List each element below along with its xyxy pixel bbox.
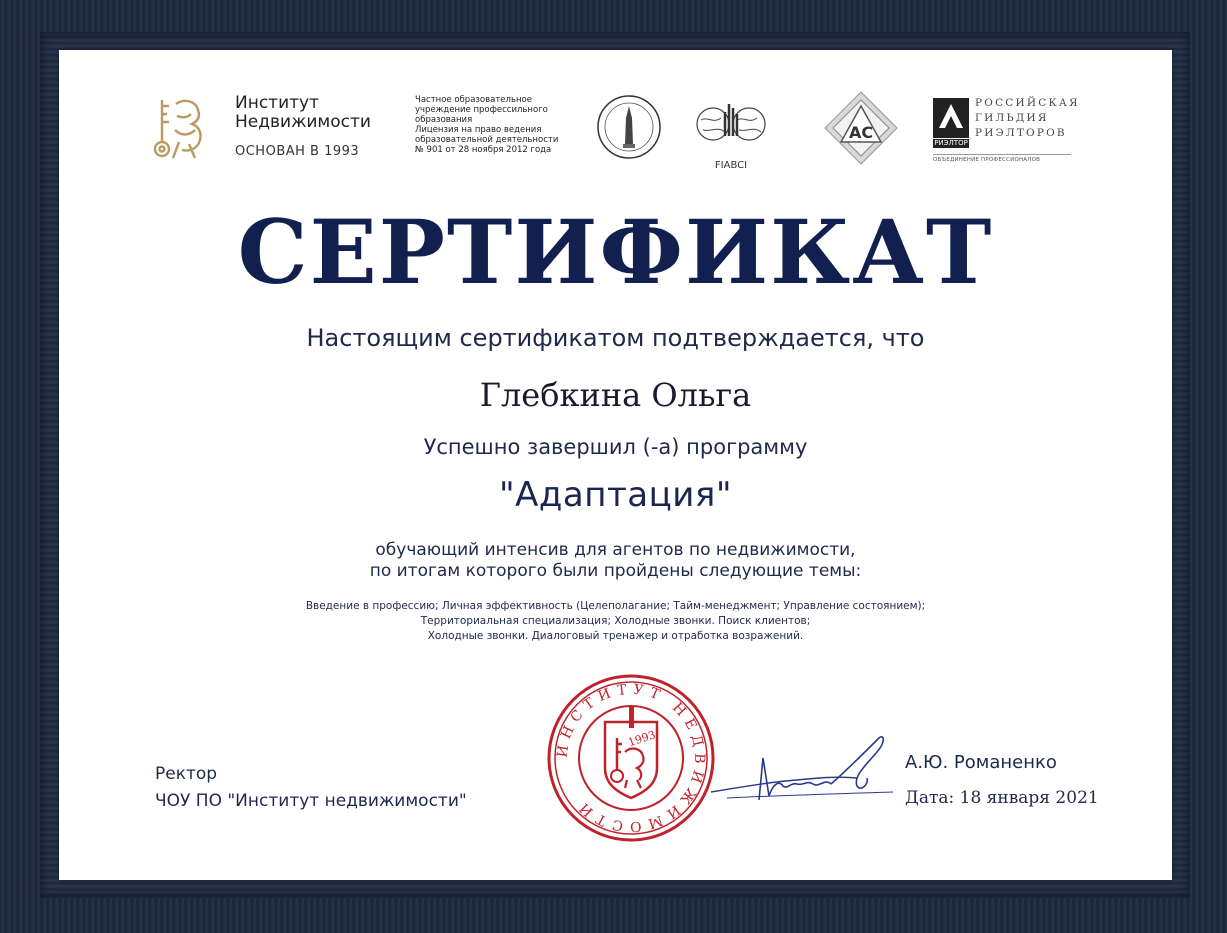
confirm-text: Настоящим сертификатом подтверждается, что xyxy=(306,324,925,352)
license-text xyxy=(415,95,585,155)
recipient-name: Глебкина Ольга xyxy=(479,376,752,414)
completed-text: Успешно завершил (-а) программу xyxy=(423,435,808,459)
institute-logo-icon xyxy=(149,94,211,162)
intensive-description xyxy=(59,540,1172,582)
brand-founded: ОСНОВАН В 1993 xyxy=(235,144,360,159)
brand-line-2: Недвижимости xyxy=(235,112,371,132)
rector-org: ЧОУ ПО "Институт недвижимости" xyxy=(155,791,467,811)
program-name: "Адаптация" xyxy=(499,475,732,515)
tower-seal-icon xyxy=(596,94,662,160)
guild-subtitle: ОБЪЕДИНЕНИЕ ПРОФЕССИОНАЛОВ xyxy=(933,157,1041,163)
certificate-title: СЕРТИФИКАТ xyxy=(237,200,994,304)
topic-line: Введение в профессию; Личная эффективность (Целеполагание; Тайм-менеджмент; Управление состоянием); xyxy=(305,600,926,612)
topic-line: Холодные звонки. Диалоговый тренажер и отработка возражений. xyxy=(427,630,804,642)
signer-name: А.Ю. Романенко xyxy=(905,752,1057,773)
svg-text:AC: AC xyxy=(848,123,874,142)
guild-name xyxy=(975,96,1080,141)
guild-logo-icon xyxy=(933,98,969,138)
license-line: № 901 от 28 ноября 2012 года xyxy=(415,145,552,155)
guild-line-1: РОССИЙСКАЯ xyxy=(975,97,1080,109)
intensive-line-2: по итогам которого были пройдены следующие темы: xyxy=(369,561,862,581)
institute-stamp-icon xyxy=(545,672,717,844)
rector-title: Ректор xyxy=(155,764,218,784)
topics-list xyxy=(59,599,1172,644)
topic-line: Территориальная специализация; Холодные звонки. Поиск клиентов; xyxy=(420,615,811,627)
guild-line-3: РИЭЛТОРОВ xyxy=(975,127,1067,139)
svg-text:1993: 1993 xyxy=(626,728,658,750)
rector-block xyxy=(155,761,467,815)
svg-text:ИНСТИТУТ НЕДВИЖИМОСТИ: ИНСТИТУТ НЕДВИЖИМОСТИ xyxy=(554,681,708,835)
guild-line-2: ГИЛЬДИЯ xyxy=(975,112,1049,124)
license-line: образовательной деятельности xyxy=(415,135,559,145)
license-line: образования xyxy=(415,115,473,125)
brand-line-1: Институт xyxy=(235,93,319,113)
license-line: Частное образовательное xyxy=(415,95,532,105)
issue-date: Дата: 18 января 2021 xyxy=(905,788,1099,808)
certificate-sheet xyxy=(59,50,1172,880)
license-line: учреждение профессильного xyxy=(415,105,548,115)
license-line: Лицензия на право ведения xyxy=(415,125,542,135)
guild-logo-text: РИЭЛТОР xyxy=(934,139,968,147)
signature-icon xyxy=(707,730,903,810)
intensive-line-1: обучающий интенсив для агентов по недвижимости, xyxy=(375,540,856,560)
fiabci-logo-icon xyxy=(695,98,767,158)
institute-brand xyxy=(235,94,371,132)
diamond-logo-icon xyxy=(823,90,899,166)
fiabci-label: FIABCI xyxy=(714,160,748,171)
